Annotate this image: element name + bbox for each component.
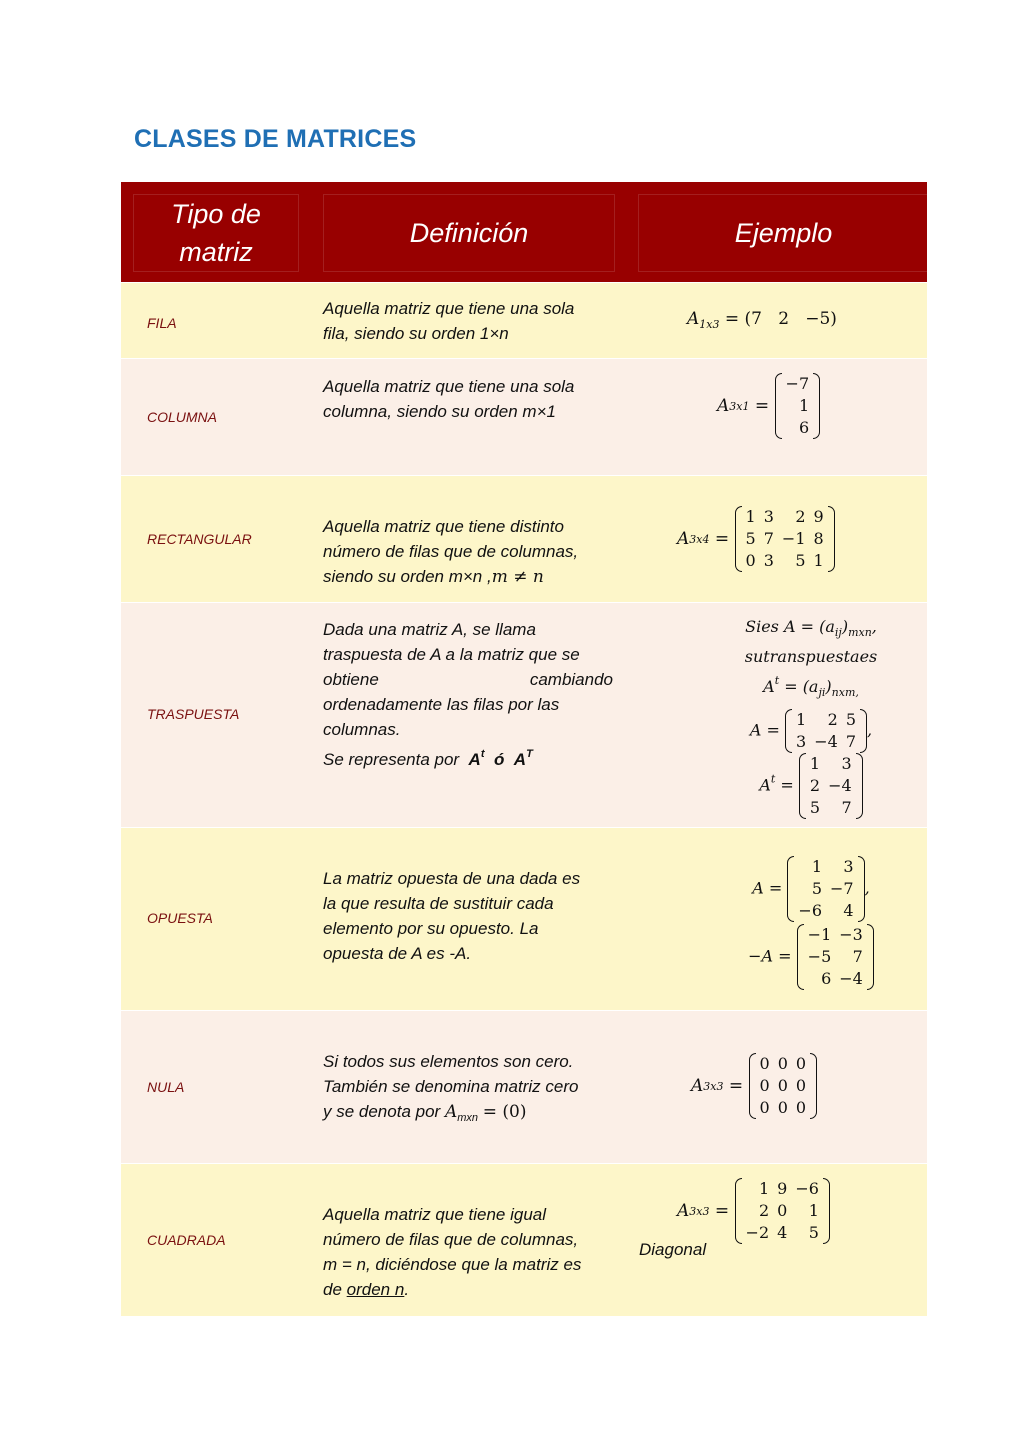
tipo-label: FILA [147,315,177,331]
definition-text: La matriz opuesta de una dada es la que resulta de sustituir cada elemento por su opuesto. La opuesta de A es -A. [323,869,581,963]
example-formula: A 3x3 = 0 0 0 0 0 0 0 0 0 [691,1053,997,1119]
matrix: 1 3 2 −4 5 7 [799,753,863,819]
matrix: 1 3 5 −7 −6 4 [787,856,864,922]
diagonal-note: Diagonal [639,1240,707,1259]
table-row-rectangular [121,475,927,602]
matrix: 1 2 5 3 −4 7 [785,709,867,753]
matrix: −7 1 6 [775,373,821,439]
header-tipo-line1: Tipo de [171,199,261,229]
header-ejemplo: Ejemplo [638,194,929,272]
definition-text: Aquella matriz que tiene una sola fila, siendo su orden 1×n [323,299,575,343]
example-formula: A 3x4 = 1 3 2 9 5 7 −1 8 0 3 5 1 [677,506,983,572]
example-formula: $A_{1x3} = (7$ 2 −5) [687,309,837,331]
table-row-columna [121,358,927,475]
example-formula: A = 1 3 5 −7 −6 4 , −A = −1 −3 −5 7 6 −4 [691,856,931,990]
tipo-label: RECTANGULAR [147,531,252,547]
header-definicion: Definición [323,194,615,272]
table-row-nula [121,1010,927,1163]
definition-text: Si todos sus elementos son cero. También se denomina matriz cero y se denota por $A_{mxn} = (0)$ [323,1052,579,1124]
example-formula: Sies $A = (a_{ij})_{mxn}$, sutranspuestaes $A^t = (a_{ji})_{nxm,}$ A = 1 2 5 3 −4 7 , $A^t$ = 1 3 2 −4 5 7 [744,617,878,817]
header-tipo [133,194,299,272]
header-tipo-line2: matriz [179,237,253,267]
matrix: −1 −3 −5 7 6 −4 [797,924,874,990]
table-header [121,182,927,282]
table-row-fila [121,282,927,358]
tipo-label: NULA [147,1079,185,1095]
matrix-types-table [121,182,927,1316]
tipo-label: TRASPUESTA [147,706,240,722]
example-formula: A 3x3 = 1 9 −6 2 0 1 −2 4 5 Diagonal [639,1178,929,1260]
table-row-opuesta [121,827,927,1010]
table-row-cuadrada [121,1163,927,1316]
matrix: 0 0 0 0 0 0 0 0 0 [749,1053,818,1119]
tipo-label: OPUESTA [147,910,213,926]
definition-text: Aquella matriz que tiene distinto número de filas que de columnas, siendo su orden m×n ,m ≠ n [323,517,579,587]
page-title: CLASES DE MATRICES [134,125,417,153]
matrix: 1 3 2 9 5 7 −1 8 0 3 5 1 [735,506,835,572]
definition-text: Aquella matriz que tiene una sola columna, siendo su orden m×1 [323,377,575,421]
example-formula: A 3x1 = −7 1 6 [717,373,1023,439]
definition-text: Aquella matriz que tiene igual número de filas que de columnas, m = n, diciéndose que la matriz es de orden n. [323,1205,582,1299]
tipo-label: CUADRADA [147,1232,226,1248]
definition-text: Dada una matriz A, se llama traspuesta de A a la matriz que se obtiene cambiando ordenadamente las filas por las columnas. Se representa por $A^t$ ó $A^T$ [323,620,613,769]
matrix: 1 9 −6 2 0 1 −2 4 5 [735,1178,830,1244]
table-row-traspuesta [121,602,927,827]
tipo-label: COLUMNA [147,409,218,425]
